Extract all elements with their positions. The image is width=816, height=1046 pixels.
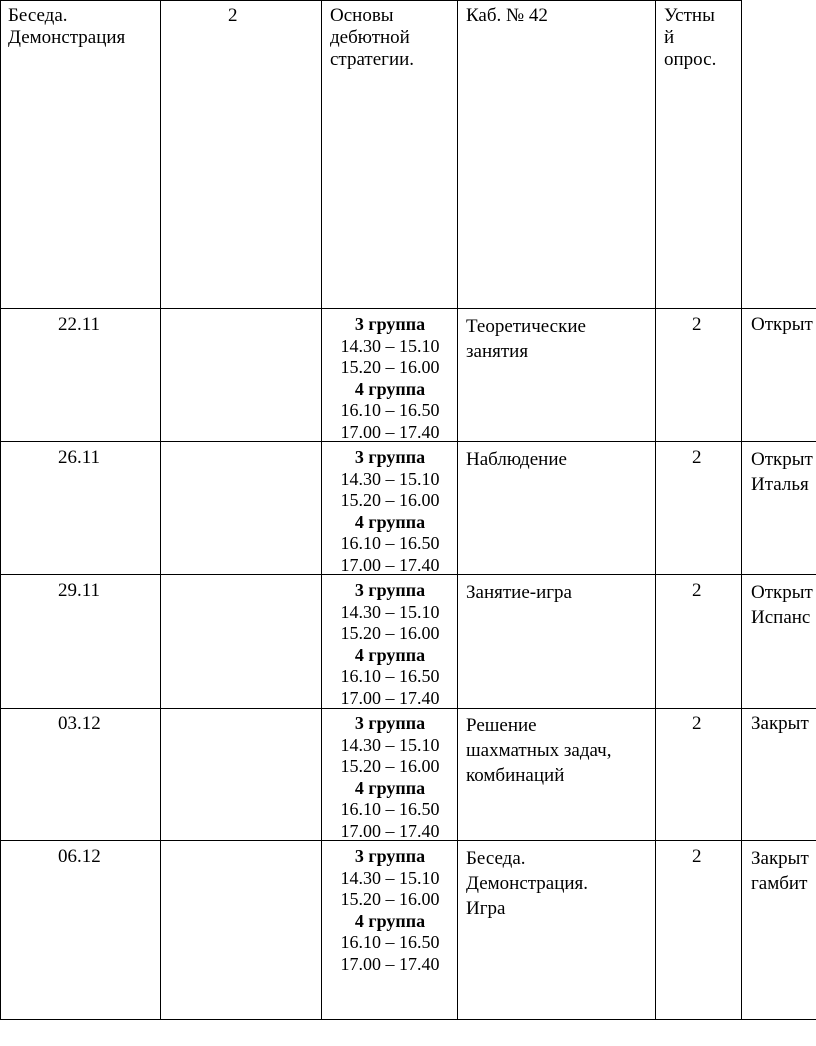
hours-cell — [692, 846, 702, 868]
row-divider — [0, 308, 816, 309]
schedule-cell — [322, 580, 458, 709]
cell-line: Открыт — [751, 449, 813, 470]
topic-cell — [751, 846, 809, 896]
time-slot: 16.10 – 16.50 — [340, 400, 440, 420]
place-value: Каб. № 42 — [466, 5, 548, 26]
column-divider — [160, 0, 161, 1020]
schedule-cell — [322, 846, 458, 975]
hours-cell — [692, 580, 702, 602]
row-divider — [0, 0, 741, 1]
hours-value: 2 — [692, 447, 702, 468]
date-value: 29.11 — [58, 580, 101, 601]
time-slot: 17.00 – 17.40 — [340, 953, 440, 974]
time-slot: 16.10 – 16.50 — [340, 533, 440, 553]
cell-line: стратегии. — [330, 49, 415, 70]
date-cell — [58, 580, 100, 602]
date-value: 26.11 — [58, 447, 101, 468]
time-slot: 15.20 – 16.00 — [340, 756, 440, 776]
cell-line: Решение — [466, 715, 537, 736]
hours-value: 2 — [228, 5, 238, 26]
form-cell — [466, 314, 586, 364]
topic-cell — [751, 447, 813, 497]
time-slot: 14.30 – 15.10 — [340, 601, 440, 622]
cell-line: Теоретические — [466, 316, 586, 337]
cell-line: Открыт — [751, 582, 813, 603]
cell-line: Занятие-игра — [466, 582, 572, 603]
group-label: 4 группа — [354, 511, 426, 532]
top-hours-cell — [228, 5, 248, 27]
time-slot: 17.00 – 17.40 — [340, 554, 440, 575]
table-border-bottom — [0, 1019, 816, 1020]
top-control-cell — [664, 5, 716, 71]
date-value: 22.11 — [58, 314, 101, 335]
hours-value: 2 — [692, 713, 702, 734]
schedule-cell — [322, 447, 458, 576]
time-slot: 16.10 – 16.50 — [340, 666, 440, 686]
cell-line: шахматных задач, — [466, 740, 612, 761]
group-label: 3 группа — [354, 713, 426, 733]
schedule-cell — [322, 713, 458, 842]
cell-line: занятия — [466, 341, 529, 362]
hours-value: 2 — [692, 846, 702, 867]
cell-line: Игра — [466, 898, 506, 919]
form-cell — [466, 846, 588, 921]
time-slot: 14.30 – 15.10 — [340, 335, 440, 356]
top-form-cell — [8, 5, 125, 49]
time-slot: 17.00 – 17.40 — [340, 820, 440, 841]
date-cell — [58, 713, 101, 735]
table-border-left — [0, 0, 1, 1020]
cell-line: Испанс — [751, 607, 811, 628]
time-slot: 14.30 – 15.10 — [340, 867, 440, 888]
cell-line: Устны — [664, 5, 715, 26]
group-label: 3 группа — [354, 580, 426, 600]
hours-cell — [692, 314, 702, 336]
cell-line: Италья — [751, 474, 809, 495]
time-slot: 14.30 – 15.10 — [340, 734, 440, 755]
cell-line: Открыт — [751, 314, 813, 335]
time-slot: 15.20 – 16.00 — [340, 889, 440, 909]
cell-line: гамбит — [751, 873, 808, 894]
column-divider — [741, 0, 742, 1020]
form-cell — [466, 580, 572, 605]
time-slot: 14.30 – 15.10 — [340, 468, 440, 489]
cell-line: й — [664, 27, 675, 48]
cell-line: комбинаций — [466, 765, 565, 786]
date-cell — [58, 447, 100, 469]
hours-value: 2 — [692, 314, 702, 335]
time-slot: 17.00 – 17.40 — [340, 421, 440, 442]
cell-line: Наблюдение — [466, 449, 567, 470]
group-label: 4 группа — [354, 378, 426, 399]
date-cell — [58, 846, 101, 868]
time-slot: 16.10 – 16.50 — [340, 932, 440, 952]
top-place-cell — [466, 5, 548, 27]
time-slot: 17.00 – 17.40 — [340, 687, 440, 708]
time-slot: 15.20 – 16.00 — [340, 623, 440, 643]
cell-line: Основы — [330, 5, 394, 26]
cell-line: Закрыт — [751, 713, 809, 734]
form-cell — [466, 447, 567, 472]
column-divider — [655, 0, 656, 1020]
group-label: 4 группа — [354, 644, 426, 665]
schedule-cell — [322, 314, 458, 443]
hours-cell — [692, 713, 702, 735]
group-label: 3 группа — [354, 846, 426, 866]
date-value: 06.12 — [58, 846, 101, 867]
hours-value: 2 — [692, 580, 702, 601]
form-cell — [466, 713, 611, 788]
cell-line: Беседа. — [466, 848, 526, 869]
date-cell — [58, 314, 100, 336]
group-label: 4 группа — [354, 910, 426, 931]
cell-line: дебютной — [330, 27, 410, 48]
time-slot: 15.20 – 16.00 — [340, 490, 440, 510]
cell-line: опрос. — [664, 49, 717, 70]
cell-line: Демонстрация — [8, 27, 126, 48]
time-slot: 16.10 – 16.50 — [340, 799, 440, 819]
cell-line: Демонстрация. — [466, 873, 589, 894]
top-topic-cell — [330, 5, 414, 71]
topic-cell — [751, 713, 809, 735]
time-slot: 15.20 – 16.00 — [340, 357, 440, 377]
cell-line: Беседа. — [8, 5, 68, 26]
group-label: 4 группа — [354, 777, 426, 798]
topic-cell — [751, 314, 813, 336]
cell-line: Закрыт — [751, 848, 809, 869]
hours-cell — [692, 447, 702, 469]
topic-cell — [751, 580, 813, 630]
group-label: 3 группа — [354, 314, 426, 334]
date-value: 03.12 — [58, 713, 101, 734]
group-label: 3 группа — [354, 447, 426, 467]
